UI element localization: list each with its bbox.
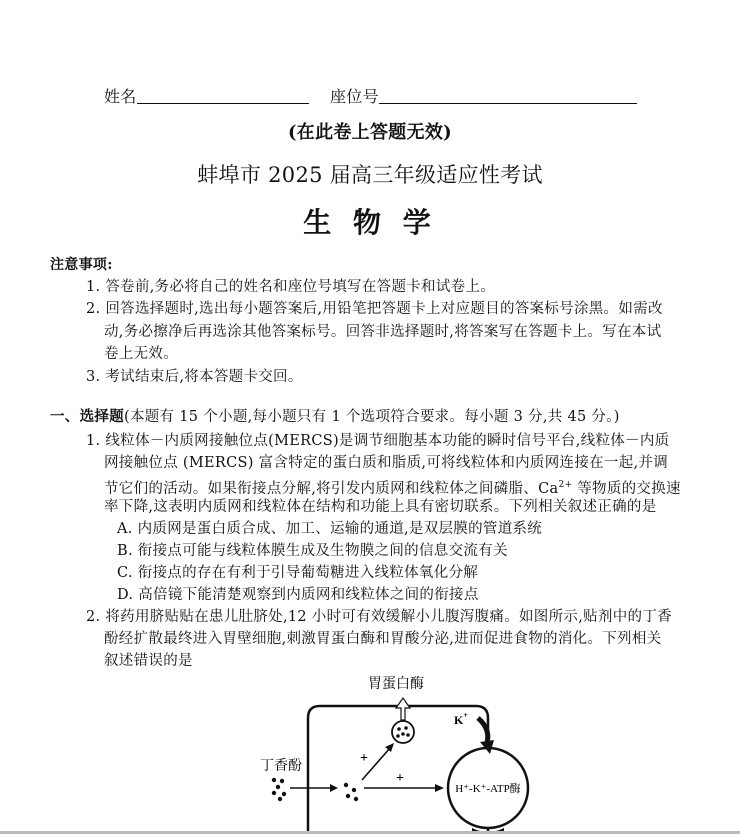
q1-line-4: 率下降,这表明内质网和线粒体在结构和功能上具有密切联系。下列相关叙述正确的是 [104,499,657,515]
seat-blank [379,87,637,104]
eugenol-inside-dot [344,783,348,787]
eugenol-dot [282,792,286,796]
eugenol-label: 丁香酚 [260,759,302,774]
q1-option-b: B. 衔接点可能与线粒体膜生成及生物膜之间的信息交流有关 [117,543,508,559]
pepsin-label: 胃蛋白酶 [368,677,424,692]
eugenol-inside-dot [346,794,350,798]
eugenol-dot [276,785,280,789]
eugenol-dot [272,778,276,782]
q1-option-d: D. 高倍镜下能清楚观察到内质网和线粒体之间的衔接点 [117,587,479,603]
vesicle-dot [404,726,408,730]
vesicle-dot [396,734,400,738]
section-1-heading [50,406,620,428]
subject-title: 生 物 学 [303,206,437,239]
pump-label: H⁺-K⁺-ATP酶 [455,783,521,795]
eugenol-dot [278,797,282,801]
q1-line-3-rest: 等物质的交换速 [572,481,681,497]
note-2-line-2: 动,务必擦净后再选涂其他答案标号。回答非选择题时,将答案写在答题卡上。写在本试 [104,324,662,340]
eugenol-inside-dot [354,797,358,801]
vesicle-dot [406,733,410,737]
name-label: 姓名 [104,87,137,106]
q1-option-c: C. 衔接点的存在有利于引导葡萄糖进入线粒体氧化分解 [117,565,479,581]
invalid-note: (在此卷上答题无效) [287,122,453,143]
plus-sign-pump: + [396,771,404,786]
potassium-charge: + [463,711,468,720]
plus-sign-vesicle: + [360,751,368,766]
exam-title: 蚌埠市 2025 届高三年级适应性考试 [197,163,543,187]
diagram-svg [240,670,560,834]
name-blank [137,87,309,104]
section-1-intro: (本题有 15 个小题,每小题只有 1 个选项符合要求。每小题 3 分,共 45 分。) [124,409,620,425]
q2-line-3: 叙述错误的是 [104,653,193,669]
eugenol-dot [272,791,276,795]
notes-heading: 注意事项: [50,257,113,273]
stomach-cell-diagram [240,670,560,834]
potassium-label [454,711,468,727]
q1-line-1: 1. 线粒体－内质网接触位点(MERCS)是调节细胞基本功能的瞬时信号平台,线粒体－内质 [86,433,670,449]
q1-line-2: 网接触位点 (MERCS) 富含特定的蛋白质和脂质,可将线粒体和内质网连接在一起,并调 [104,455,669,471]
eugenol-inside-dot [352,788,356,792]
note-2-line-1: 2. 回答选择题时,选出每小题答案后,用铅笔把答题卡上对应题目的答案标号涂黑。如需改 [86,301,663,317]
q1-line-3-text: 节它们的活动。如果衔接点分解,将引发内质网和线粒体之间磷脂、Ca [104,481,559,497]
stimulation-arrowhead-vesicle [385,743,394,752]
note-2-line-3: 卷上无效。 [104,346,178,362]
seat-label: 座位号 [330,87,379,106]
q1-option-a: A. 内质网是蛋白质合成、加工、运输的通道,是双层膜的管道系统 [117,521,543,537]
name-field [104,86,637,108]
potassium-symbol: K [454,713,464,727]
diffusion-arrowhead [330,784,338,792]
secretion-arrow [396,698,410,720]
stimulation-arrowhead-pump [435,784,444,792]
pepsin-vesicle [392,721,414,743]
eugenol-dot [280,779,284,783]
q2-line-2: 酚经扩散最终进入胃壁细胞,刺激胃蛋白酶和胃酸分泌,进而促进食物的消化。下列相关 [104,631,662,647]
ca-superscript: 2+ [558,480,573,490]
vesicle-dot [401,732,405,736]
section-1-title: 一、选择题 [50,408,124,425]
note-3: 3. 考试结束后,将本答题卡交回。 [86,369,303,385]
q2-line-1: 2. 将药用脐贴贴在患儿肚脐处,12 小时可有效缓解小儿腹泻腹痛。如图所示,贴剂中的丁香 [86,609,672,625]
note-1: 1. 答卷前,务必将自己的姓名和座位号填写在答题卡和试卷上。 [86,279,496,295]
vesicle-dot [397,727,401,731]
